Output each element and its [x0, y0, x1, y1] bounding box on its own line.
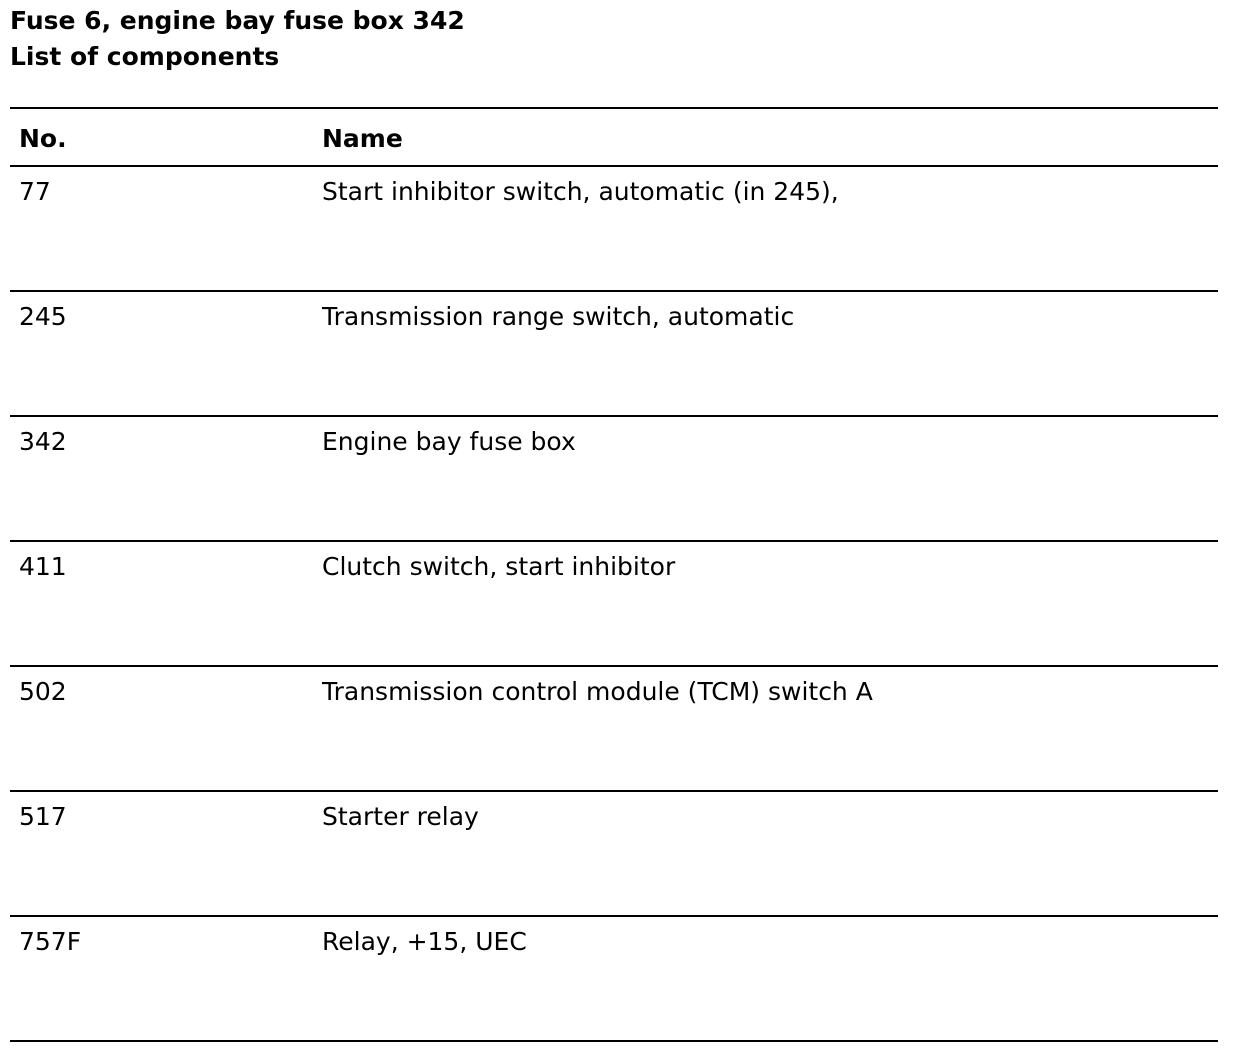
cell-name: Engine bay fuse box: [322, 427, 576, 456]
table-header-row: [10, 109, 1218, 167]
cell-no: 757F: [19, 927, 82, 956]
table-row: [10, 667, 1218, 792]
cell-no: 411: [19, 552, 67, 581]
components-table: [10, 107, 1218, 1042]
table-row: [10, 417, 1218, 542]
cell-no: 342: [19, 427, 67, 456]
table-row: [10, 167, 1218, 292]
cell-no: 517: [19, 802, 67, 831]
table-row: [10, 542, 1218, 667]
table-row: [10, 917, 1218, 1042]
cell-no: 502: [19, 677, 67, 706]
cell-name: Transmission range switch, automatic: [322, 302, 795, 331]
cell-name: Clutch switch, start inhibitor: [322, 552, 676, 581]
table-row: [10, 292, 1218, 417]
header-name: Name: [322, 124, 403, 153]
cell-name: Starter relay: [322, 802, 479, 831]
document-subtitle: List of components: [10, 42, 280, 71]
document-title: Fuse 6, engine bay fuse box 342: [10, 6, 465, 35]
cell-no: 77: [19, 177, 51, 206]
cell-no: 245: [19, 302, 67, 331]
table-row: [10, 792, 1218, 917]
cell-name: Relay, +15, UEC: [322, 927, 527, 956]
cell-name: Start inhibitor switch, automatic (in 245),: [322, 177, 839, 206]
cell-name: Transmission control module (TCM) switch A: [322, 677, 873, 706]
header-no: No.: [19, 124, 67, 153]
